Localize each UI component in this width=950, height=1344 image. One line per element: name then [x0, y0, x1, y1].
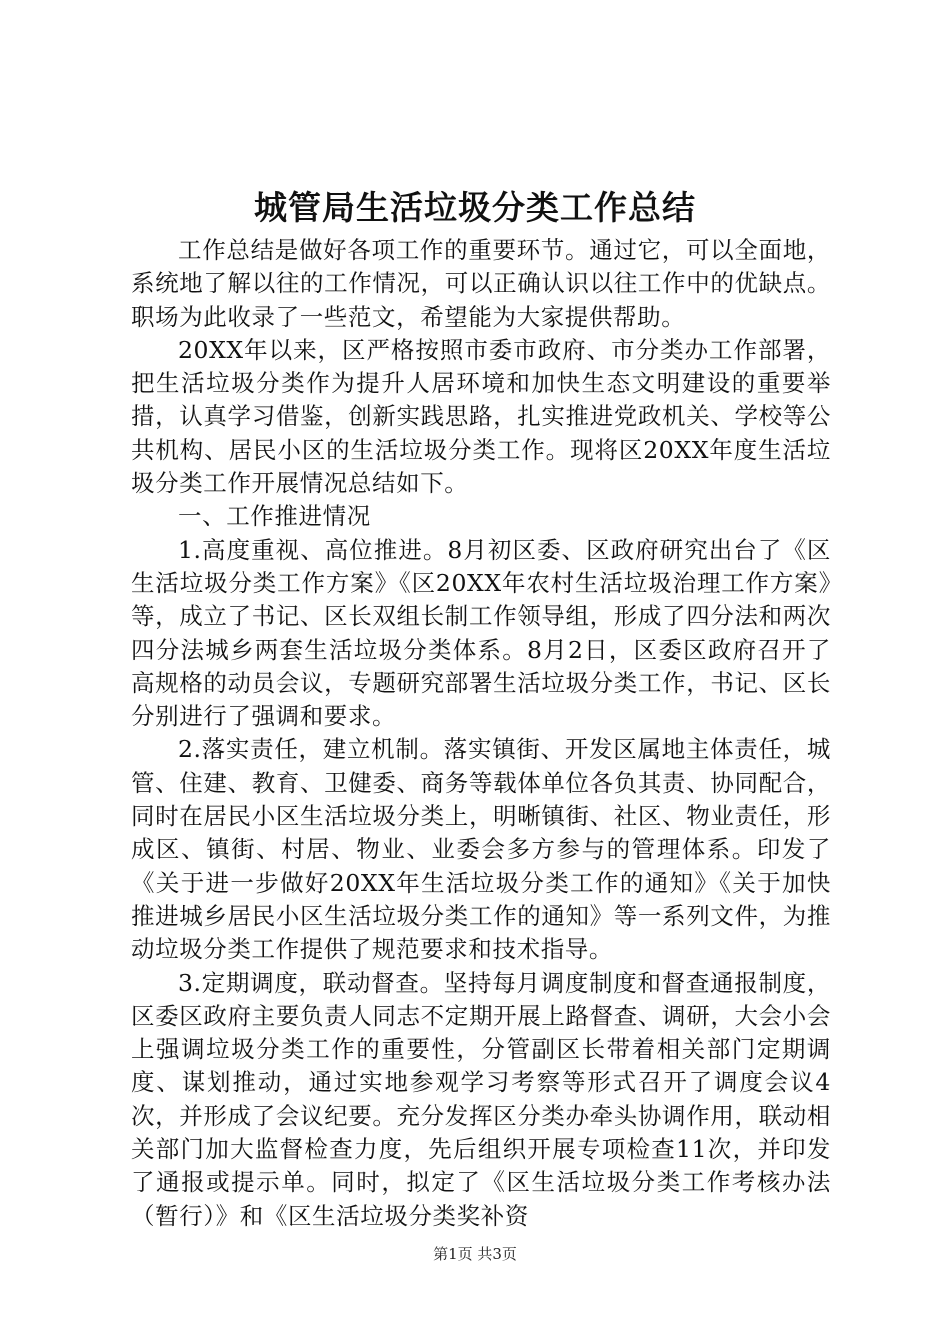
paragraph-overview: 20XX年以来，区严格按照市委市政府、市分类办工作部署，把生活垃圾分类作为提升人居环境和加快生态文明建设的重要举措，认真学习借鉴，创新实践思路，扎实推进党政机关、学校等公共机构、居民小区的生活垃圾分类工作。现将区20XX年度生活垃圾分类工作开展情况总结如下。 — [131, 335, 831, 498]
document-body — [131, 234, 831, 1233]
paragraph-intro: 工作总结是做好各项工作的重要环节。通过它，可以全面地，系统地了解以往的工作情况，可以正确认识以往工作中的优缺点。职场为此收录了一些范文，希望能为大家提供帮助。 — [131, 236, 831, 331]
section-heading-1: 一、工作推进情况 — [178, 502, 371, 531]
page-footer: 第1页 共3页 — [433, 1245, 517, 1263]
paragraph-item-2: 2.落实责任，建立机制。落实镇街、开发区属地主体责任，城管、住建、教育、卫健委、商务等载体单位各负其责、协同配合，同时在居民小区生活垃圾分类上，明晰镇街、社区、物业责任，形成区、镇街、村居、物业、业委会多方参与的管理体系。印发了《关于进一步做好20XX年生活垃圾分类工作的通知》《关于加快推进城乡居民小区生活垃圾分类工作的通知》等一系列文件，为推动垃圾分类工作提供了规范要求和技术指导。 — [131, 735, 831, 964]
paragraph-item-1: 1.高度重视、高位推进。8月初区委、区政府研究出台了《区生活垃圾分类工作方案》《区20XX年农村生活垃圾治理工作方案》等，成立了书记、区长双组长制工作领导组，形成了四分法和两次四分法城乡两套生活垃圾分类体系。8月2日，区委区政府召开了高规格的动员会议，专题研究部署生活垃圾分类工作，书记、区长分别进行了强调和要求。 — [131, 535, 831, 731]
paragraph-item-3: 3.定期调度，联动督查。坚持每月调度制度和督查通报制度，区委区政府主要负责人同志不定期开展上路督查、调研，大会小会上强调垃圾分类工作的重要性，分管副区长带着相关部门定期调度、谋划推动，通过实地参观学习考察等形式召开了调度会议4次，并形成了会议纪要。充分发挥区分类办牵头协调作用，联动相关部门加大监督检查力度，先后组织开展专项检查11次，并印发了通报或提示单。同时，拟定了《区生活垃圾分类工作考核办法（暂行）》和《区生活垃圾分类奖补资 — [131, 968, 831, 1230]
document-title: 城管局生活垃圾分类工作总结 — [254, 188, 696, 227]
